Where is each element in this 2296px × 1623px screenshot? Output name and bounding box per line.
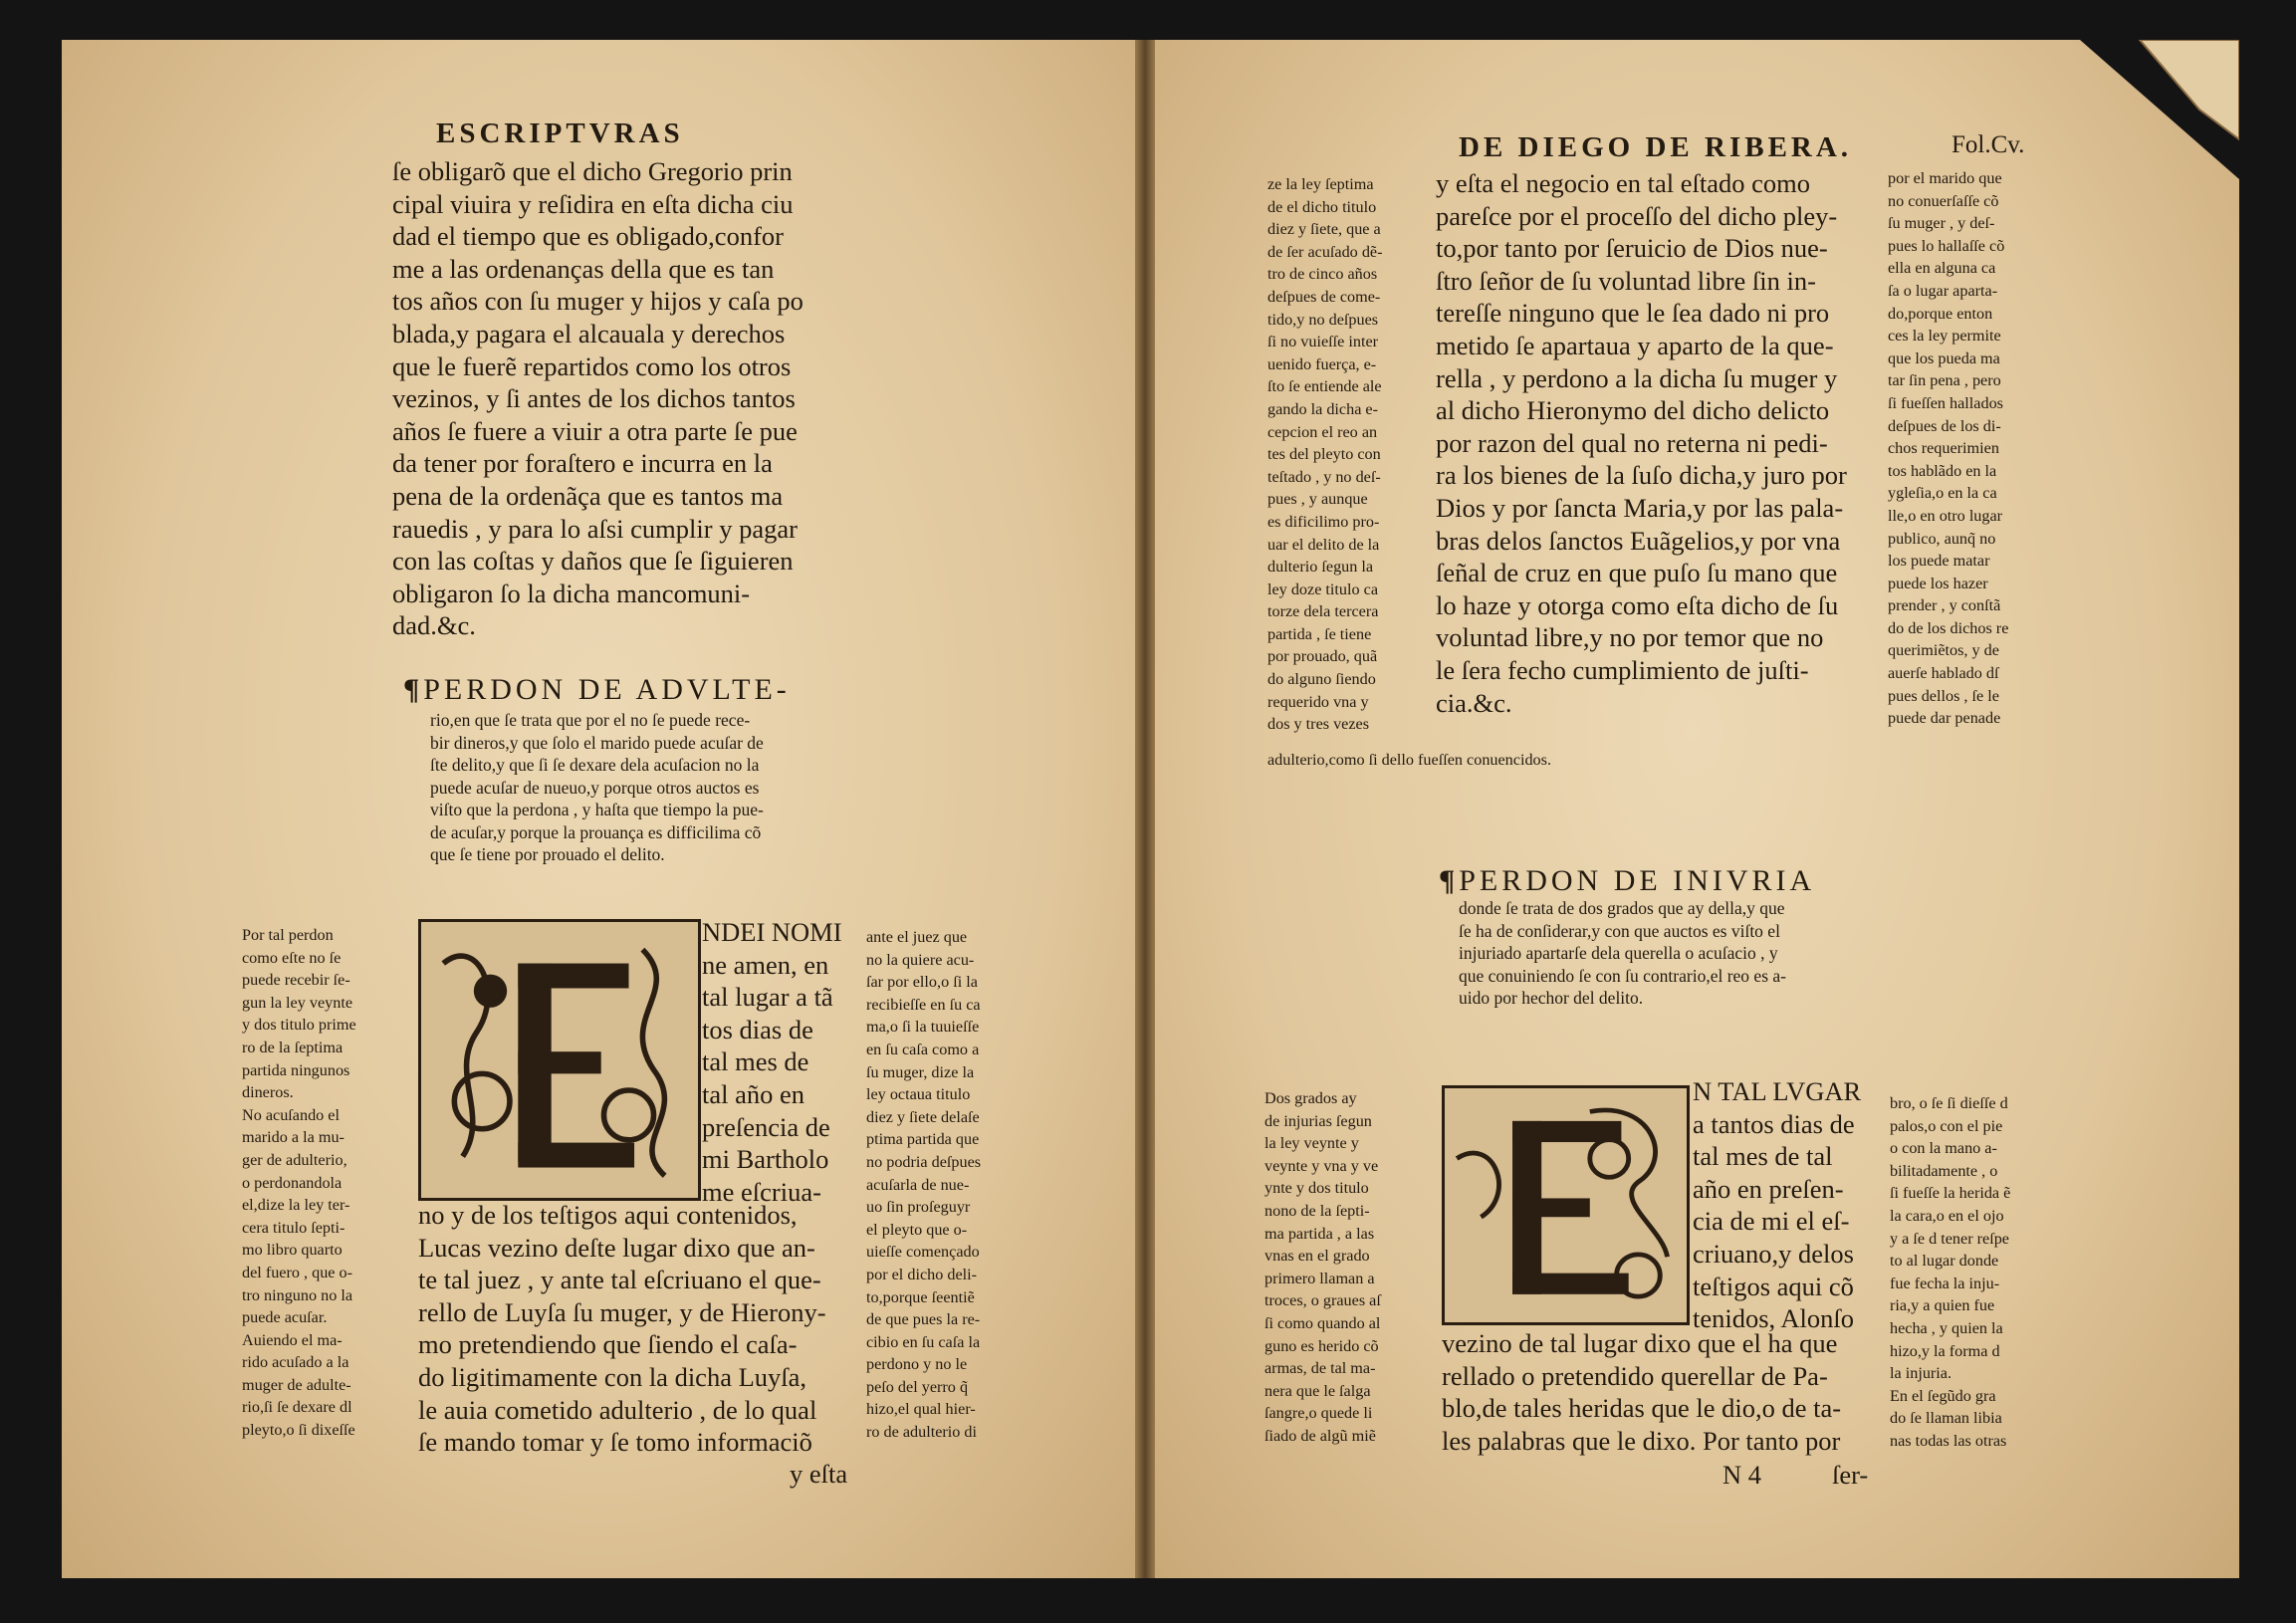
text-line: marido a la mu- bbox=[242, 1128, 344, 1147]
text-line: mo pretendiendo que ſiendo el caſa- bbox=[418, 1329, 798, 1360]
text-line: puede acuſar de nueuo,y porque otros auctos es bbox=[430, 777, 760, 798]
text-line: tro ninguno no la bbox=[242, 1285, 353, 1304]
text-line: y dos titulo prime bbox=[242, 1016, 356, 1035]
text-line: la cara,o en el ojo bbox=[1890, 1206, 2004, 1225]
right-margin-notes-top bbox=[1888, 167, 2008, 730]
text-line: que conuiniendo ſe con ſu contrario,el reo es a- bbox=[1459, 965, 1786, 986]
text-line: vnas en el grado bbox=[1264, 1247, 1370, 1266]
text-line: Auiendo el ma- bbox=[242, 1330, 343, 1349]
right-left-margin-notes bbox=[1267, 173, 1383, 736]
text-line: tal mes de tal bbox=[1693, 1141, 1833, 1172]
left-right-margin-notes bbox=[866, 926, 981, 1444]
text-line: ces la ley permite bbox=[1888, 327, 2001, 346]
text-line: pena de la ordenãça que es tantos ma bbox=[392, 480, 784, 511]
text-line: el pleyto que o- bbox=[866, 1220, 968, 1239]
text-line: N TAL LVGAR bbox=[1693, 1076, 1862, 1106]
text-line: bir dineros,y que ſolo el marido puede acuſar de bbox=[430, 732, 764, 753]
text-line: torze dela tercera bbox=[1267, 602, 1379, 621]
text-line: hecha , y quien la bbox=[1890, 1318, 2003, 1337]
text-line: ma partida , a las bbox=[1264, 1224, 1375, 1243]
text-line: por razon del qual no reterna ni pedi- bbox=[1436, 427, 1828, 458]
text-line: no podria deſpues bbox=[866, 1152, 982, 1171]
text-line: tido,y no deſpues bbox=[1267, 310, 1379, 329]
text-line: al dicho Hieronymo del dicho delicto bbox=[1436, 395, 1830, 426]
text-line: Lucas vezino deſte lugar dixo que an- bbox=[418, 1232, 815, 1263]
text-line: querimiẽtos, y de bbox=[1888, 641, 1999, 660]
text-line: ley octaua titulo bbox=[866, 1085, 971, 1104]
text-line: ne amen, en bbox=[702, 949, 829, 980]
text-line: metido ſe apartaua y aparto de la que- bbox=[1436, 330, 1834, 360]
text-line: tenidos, Alonſo bbox=[1693, 1303, 1854, 1334]
left-margin-notes bbox=[242, 924, 356, 1442]
right-running-head: DE DIEGO DE RIBERA. bbox=[1459, 131, 1853, 163]
text-line: tro de cinco años bbox=[1267, 265, 1378, 284]
text-line: ſu muger , y deſ- bbox=[1888, 214, 1995, 233]
text-line: puede dar penade bbox=[1888, 709, 2001, 728]
text-line: Dios y por ſancta Maria,y por las pala- bbox=[1436, 492, 1844, 523]
text-line: prender , y conſtã bbox=[1888, 596, 2001, 615]
text-line: tal año en bbox=[702, 1078, 805, 1109]
text-line: ro de adulterio di bbox=[866, 1423, 978, 1442]
text-line: que ſe tiene por prouado el delito. bbox=[430, 844, 665, 864]
text-line: ſe ha de conſiderar,y con que auctos es viſto el bbox=[1459, 920, 1780, 941]
text-line: les palabras que le dixo. Por tanto por bbox=[1442, 1425, 1841, 1456]
text-line: ſtro ſeñor de ſu voluntad libre ſin in- bbox=[1436, 265, 1816, 296]
text-line: no la quiere acu- bbox=[866, 950, 975, 969]
text-line: lo haze y otorga como eſta dicho de ſu bbox=[1436, 589, 1839, 620]
text-line: uido por hechor del delito. bbox=[1459, 988, 1644, 1008]
text-line: donde ſe trata de dos grados que ay della,y que bbox=[1459, 898, 1785, 918]
text-line: ger de adulterio, bbox=[242, 1150, 347, 1169]
text-line: tos hablãdo en la bbox=[1888, 461, 1997, 480]
text-line: rello de Luyſa ſu muger, y de Hierony- bbox=[418, 1296, 826, 1327]
text-line: le ſera fecho cumplimiento de juſti- bbox=[1436, 654, 1809, 685]
text-line: por el dicho deli- bbox=[866, 1265, 978, 1283]
text-line: Por tal perdon bbox=[242, 926, 334, 944]
text-line: dulterio ſegun la bbox=[1267, 558, 1374, 577]
text-line: y a ſe d tener reſpe bbox=[1890, 1229, 2009, 1248]
text-line: lle,o en otro lugar bbox=[1888, 506, 2003, 525]
text-line: años ſe fuere a viuir a otra parte ſe pue bbox=[392, 415, 798, 446]
text-line: rido acuſado a la bbox=[242, 1353, 349, 1372]
pilcrow-icon: ¶ bbox=[1439, 864, 1460, 897]
left-section-summary bbox=[430, 709, 764, 866]
text-line: en ſu caſa como a bbox=[866, 1040, 980, 1058]
text-line: mo libro quarto bbox=[242, 1241, 343, 1260]
text-line: año en preſen- bbox=[1693, 1173, 1844, 1204]
text-line: armas, de tal ma- bbox=[1264, 1359, 1376, 1378]
text-line: ria,y a quien fue bbox=[1890, 1296, 1995, 1315]
text-line: ygleſia,o en la ca bbox=[1888, 484, 1997, 503]
left-section-title-text: PERDON DE ADVLTE- bbox=[423, 673, 791, 706]
text-line: tal mes de bbox=[702, 1046, 809, 1077]
text-line: dad.&c. bbox=[392, 610, 476, 641]
text-line: publico, aunq̃ no bbox=[1888, 529, 1996, 548]
text-line: la ley veynte y bbox=[1264, 1134, 1359, 1153]
text-line: auerſe hablado dſ bbox=[1888, 664, 1999, 683]
text-line: rio,ſi ſe dexare dl bbox=[242, 1398, 352, 1417]
signature-mark: N 4 bbox=[1722, 1460, 1762, 1490]
text-line: ſangre,o quede li bbox=[1264, 1404, 1373, 1423]
text-line: ſi no vuieſſe inter bbox=[1267, 333, 1379, 351]
text-line: nera que le ſalga bbox=[1264, 1381, 1371, 1400]
text-line: rauedis , y para lo aſsi cumplir y pagar bbox=[392, 513, 798, 544]
text-line: dos y tres vezes bbox=[1267, 715, 1370, 734]
text-line: tos años con ſu muger y hijos y caſa po bbox=[392, 286, 804, 317]
text-line: el,dize la ley ter- bbox=[242, 1196, 350, 1215]
text-line: es dificilimo pro- bbox=[1267, 512, 1380, 531]
text-line: ante el juez que bbox=[866, 928, 968, 946]
text-line: No acuſando el bbox=[242, 1105, 340, 1124]
text-line: bro, o ſe ſi dieſſe d bbox=[1890, 1094, 2008, 1112]
text-line: o con la mano a- bbox=[1890, 1139, 1997, 1158]
text-line: do ſe llaman libia bbox=[1890, 1409, 2002, 1428]
text-line: la injuria. bbox=[1890, 1364, 1952, 1383]
text-line: primero llaman a bbox=[1264, 1269, 1375, 1287]
text-line: ella en alguna ca bbox=[1888, 259, 1996, 278]
text-line: fue fecha la inju- bbox=[1890, 1274, 2000, 1292]
left-body-text bbox=[392, 155, 804, 642]
text-line: nas todas las otras bbox=[1890, 1431, 2007, 1450]
text-line: del fuero , que o- bbox=[242, 1263, 353, 1281]
text-line: me a las ordenanças della que es tan bbox=[392, 253, 775, 284]
text-line: recibieſſe en ſu ca bbox=[866, 995, 981, 1014]
text-line: de injurias ſegun bbox=[1264, 1111, 1372, 1130]
text-line: tes del pleyto con bbox=[1267, 445, 1381, 464]
text-line: tos dias de bbox=[702, 1014, 813, 1044]
text-line: troces, o graues aſ bbox=[1264, 1291, 1381, 1310]
text-line: ro de la ſeptima bbox=[242, 1038, 344, 1056]
text-line: blo,de tales heridas que le dio,o de ta- bbox=[1442, 1393, 1842, 1424]
folded-corner bbox=[2080, 40, 2239, 179]
text-line: do ligitimamente con la dicha Luyſa, bbox=[418, 1361, 807, 1392]
text-line: ſi fueſſen hallados bbox=[1888, 393, 2003, 412]
text-line: ſe mando tomar y ſe tomo informaciõ bbox=[418, 1427, 812, 1458]
text-line: hizo,el qual hier- bbox=[866, 1400, 976, 1419]
text-line: de el dicho titulo bbox=[1267, 197, 1377, 216]
text-line: diez y ſiete delaſe bbox=[866, 1107, 980, 1126]
text-line: NDEI NOMI bbox=[702, 917, 842, 947]
right-margin-notes-bottom bbox=[1890, 1092, 2010, 1453]
text-line: con las coſtas y daños que ſe ſiguieren bbox=[392, 546, 794, 577]
right-text-block bbox=[1442, 1327, 1841, 1457]
text-line: que los pueda ma bbox=[1888, 348, 2000, 367]
text-line: no conuerſaſſe cõ bbox=[1888, 191, 1999, 210]
text-line: ſeñal de cruz en que puſo ſu mano que bbox=[1436, 558, 1838, 588]
text-line: por el marido que bbox=[1888, 169, 2002, 187]
text-line: dad el tiempo que es obligado,confor bbox=[392, 221, 784, 252]
text-line: uenido fuerça, e- bbox=[1267, 354, 1377, 373]
text-line: dineros. bbox=[242, 1083, 294, 1102]
text-line: pleyto,o ſi dixeſſe bbox=[242, 1421, 355, 1440]
left-catchword: y eſta bbox=[790, 1459, 848, 1489]
text-line: to,porque ſeentiẽ bbox=[866, 1287, 975, 1306]
text-line: tal lugar a tã bbox=[702, 982, 833, 1013]
text-line: deſpues de come- bbox=[1267, 287, 1381, 306]
text-line: cia de mi el eſ- bbox=[1693, 1206, 1850, 1237]
right-left-margin-notes-bottom bbox=[1264, 1087, 1381, 1448]
text-line: ſu muger, dize la bbox=[866, 1062, 975, 1081]
text-line: vezinos, y ſi antes de los dichos tantos bbox=[392, 383, 796, 414]
text-line: ra los bienes de la ſuſo dicha,y juro por bbox=[1436, 460, 1847, 491]
text-line: ſa o lugar aparta- bbox=[1888, 281, 1998, 300]
text-line: ptima partida que bbox=[866, 1130, 980, 1149]
text-line: vezino de tal lugar dixo que el ha que bbox=[1442, 1328, 1838, 1358]
text-line: peſo del yerro q̃ bbox=[866, 1377, 969, 1396]
left-beside-initial bbox=[702, 916, 842, 1208]
text-line: gun la ley veynte bbox=[242, 993, 353, 1012]
text-line: uo ſin proſeguyr bbox=[866, 1198, 971, 1217]
text-line: ma,o ſi la tuuieſſe bbox=[866, 1018, 980, 1037]
text-line: que le fuerẽ repartidos como los otros bbox=[392, 350, 792, 381]
text-line: obligaron ſo la dicha mancomuni- bbox=[392, 578, 751, 608]
text-line: de que pues la re- bbox=[866, 1310, 981, 1329]
text-line: acuſarla de nue- bbox=[866, 1175, 970, 1194]
text-line: ley doze titulo ca bbox=[1267, 580, 1379, 598]
text-line: ſte delito,y que ſi ſe dexare dela acuſacion no la bbox=[430, 755, 760, 775]
text-line: puede los hazer bbox=[1888, 574, 1988, 592]
text-line: do alguno ſiendo bbox=[1267, 670, 1376, 689]
text-line: de acuſar,y porque la prouança es difficilima cõ bbox=[430, 821, 762, 842]
text-line: nono de la ſepti- bbox=[1264, 1201, 1370, 1220]
text-line: uar el delito de la bbox=[1267, 535, 1380, 554]
left-text-block bbox=[418, 1199, 826, 1459]
text-line: o perdonandola bbox=[242, 1173, 343, 1192]
text-line: muger de adulte- bbox=[242, 1375, 351, 1394]
right-catchword: ſer- bbox=[1832, 1460, 1869, 1490]
text-line: bras delos ſanctos Euãgelios,y por vna bbox=[1436, 525, 1841, 556]
text-line: cibio en ſu caſa la bbox=[866, 1332, 981, 1351]
text-line: y eſta el negocio en tal eſtado como bbox=[1436, 168, 1811, 198]
text-line: ſar por ello,o ſi la bbox=[866, 973, 978, 992]
text-line: puede recebir ſe- bbox=[242, 971, 350, 990]
text-line: pues dellos , ſe le bbox=[1888, 686, 1999, 705]
text-line: a tantos dias de bbox=[1693, 1108, 1855, 1139]
text-line: injuriado apartarſe dela querella o acuſacio , y bbox=[1459, 943, 1778, 963]
text-line: te tal juez , y ante tal eſcriuano el que- bbox=[418, 1265, 821, 1295]
right-section-title-text: PERDON DE INIVRIA bbox=[1459, 864, 1816, 897]
text-line: preſencia de bbox=[702, 1111, 830, 1142]
text-line: cepcion el reo an bbox=[1267, 422, 1378, 441]
right-beside-initial bbox=[1693, 1075, 1861, 1335]
left-running-head: ESCRIPTVRAS bbox=[436, 117, 684, 149]
right-note-tail: adulterio,como ſi dello fueſſen conuencidos. bbox=[1267, 751, 1551, 769]
text-line: partida , ſe tiene bbox=[1267, 624, 1372, 643]
text-line: deſpues de los di- bbox=[1888, 416, 2001, 435]
text-line: bilitadamente , o bbox=[1890, 1161, 1998, 1180]
book-gutter bbox=[1135, 40, 1155, 1578]
text-line: palos,o con el pie bbox=[1890, 1116, 2003, 1135]
text-line: no y de los teſtigos aqui contenidos, bbox=[418, 1200, 798, 1230]
right-section-summary bbox=[1459, 897, 1786, 1010]
text-line: Dos grados ay bbox=[1264, 1089, 1357, 1107]
text-line: ze la ley ſeptima bbox=[1267, 175, 1374, 193]
text-line: cia.&c. bbox=[1436, 687, 1512, 718]
text-line: pues lo hallaſſe cõ bbox=[1888, 236, 2005, 255]
text-line: cipal viuira y reſidira en eſta dicha ciu bbox=[392, 188, 794, 219]
text-line: perdono y no le bbox=[866, 1355, 968, 1374]
decorated-initial-right bbox=[1442, 1085, 1690, 1325]
text-line: pues , y aunque bbox=[1267, 490, 1368, 509]
text-line: viſto que la perdona , y haſta que tiempo la pue- bbox=[430, 800, 764, 819]
text-line: rio,en que ſe trata que por el no ſe puede rece- bbox=[430, 710, 751, 730]
text-line: do de los dichos re bbox=[1888, 618, 2009, 637]
text-line: partida ningunos bbox=[242, 1060, 350, 1079]
text-line: tereſſe ninguno que le ſea dado ni pro bbox=[1436, 298, 1830, 329]
text-line: hizo,y la forma d bbox=[1890, 1341, 2000, 1360]
text-line: pareſce por el proceſſo del dicho pley- bbox=[1436, 200, 1838, 231]
folio-number: Fol.Cv. bbox=[1952, 131, 2025, 158]
text-line: do,porque enton bbox=[1888, 304, 1993, 323]
text-line: ſiado de algũ miẽ bbox=[1264, 1426, 1376, 1445]
text-line: le auia cometido adulterio , de lo qual bbox=[418, 1394, 817, 1425]
text-line: veynte y vna y ve bbox=[1264, 1156, 1379, 1175]
pilcrow-icon: ¶ bbox=[403, 673, 424, 706]
decorated-initial-left bbox=[418, 919, 701, 1201]
text-line: diez y ſiete, que a bbox=[1267, 220, 1381, 239]
text-line: cera titulo ſepti- bbox=[242, 1218, 345, 1237]
text-line: to al lugar donde bbox=[1890, 1252, 1999, 1271]
text-line: teſtado , y no deſ- bbox=[1267, 467, 1381, 486]
text-line: como eſte no ſe bbox=[242, 948, 342, 967]
text-line: chos requerimien bbox=[1888, 439, 1999, 458]
text-line: uieſſe començado bbox=[866, 1243, 980, 1262]
text-line: puede acuſar. bbox=[242, 1308, 328, 1327]
text-line: requerido vna y bbox=[1267, 692, 1369, 711]
text-line: los puede matar bbox=[1888, 552, 1990, 571]
text-line: da tener por foraſtero e incurra en la bbox=[392, 448, 773, 479]
text-line: ſe obligarõ que el dicho Gregorio prin bbox=[392, 156, 793, 186]
text-line: ſto ſe entiende ale bbox=[1267, 377, 1382, 396]
text-line: En el ſegũdo gra bbox=[1890, 1386, 1996, 1405]
text-line: criuano,y delos bbox=[1693, 1238, 1854, 1269]
text-line: blada,y pagara el alcauala y derechos bbox=[392, 318, 786, 348]
text-line: ſi fueſſe la herida ẽ bbox=[1890, 1184, 2011, 1203]
text-line: rella , y perdono a la dicha ſu muger y bbox=[1436, 362, 1838, 393]
text-line: ſi como quando al bbox=[1264, 1313, 1381, 1332]
text-line: por prouado, quã bbox=[1267, 647, 1378, 666]
text-line: tar ſin pena , pero bbox=[1888, 371, 2001, 390]
text-line: to,por tanto por ſeruicio de Dios nue- bbox=[1436, 233, 1828, 264]
text-line: voluntad libre,y no por temor que no bbox=[1436, 622, 1824, 653]
left-section-title bbox=[403, 673, 791, 707]
text-line: teſtigos aqui cõ bbox=[1693, 1271, 1854, 1301]
text-line: ynte y dos titulo bbox=[1264, 1179, 1369, 1198]
text-line: mi Bartholo bbox=[702, 1144, 829, 1175]
text-line: me eſcriua- bbox=[702, 1176, 821, 1207]
right-section-title bbox=[1439, 864, 1815, 898]
text-line: de ſer acuſado dẽ- bbox=[1267, 242, 1383, 261]
right-body-text bbox=[1436, 167, 1847, 719]
text-line: rellado o pretendido querellar de Pa- bbox=[1442, 1360, 1828, 1391]
text-line: guno es herido cõ bbox=[1264, 1336, 1379, 1355]
text-line: gando la dicha e- bbox=[1267, 399, 1379, 418]
